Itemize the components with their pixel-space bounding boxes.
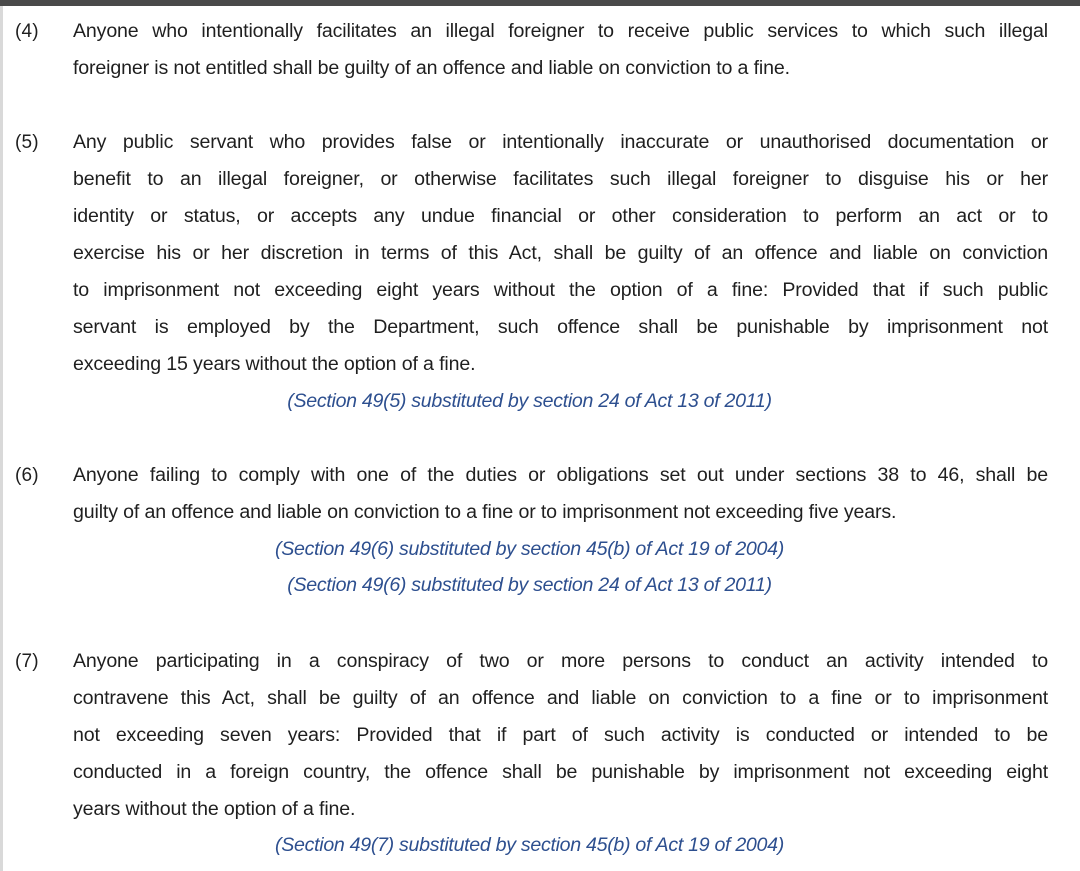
section-text (73, 643, 1048, 828)
amendment-note: (Section 49(7) substituted by section 45(b) of Act 19 of 2004) (275, 834, 784, 856)
section-number: (7) (15, 651, 39, 672)
section-number: (5) (15, 132, 39, 153)
amendment-note: (Section 49(6) substituted by section 45(b) of Act 19 of 2004) (275, 538, 784, 560)
text-line: Anyone who intentionally facilitates an illegal foreigner to receive public services to which such illegal (73, 20, 1048, 42)
text-line: benefit to an illegal foreigner, or otherwise facilitates such illegal foreigner to disguise his or her (73, 168, 1048, 190)
amendment-note: (Section 49(6) substituted by section 24 of Act 13 of 2011) (287, 574, 772, 596)
section-text (73, 457, 1048, 531)
text-line: contravene this Act, shall be guilty of an offence and liable on conviction to a fine or to imprisonment (73, 687, 1048, 709)
text-line: foreigner is not entitled shall be guilty of an offence and liable on conviction to a fine. (73, 57, 790, 79)
text-line: years without the option of a fine. (73, 798, 356, 820)
text-line: Anyone failing to comply with one of the duties or obligations set out under sections 38 to 46, shall be (73, 464, 1048, 486)
text-line: Any public servant who provides false or intentionally inaccurate or unauthorised documentation or (73, 131, 1048, 153)
text-line: exceeding 15 years without the option of a fine. (73, 353, 476, 375)
section-number: (6) (15, 465, 39, 486)
text-line: guilty of an offence and liable on conviction to a fine or to imprisonment not exceeding five years. (73, 501, 897, 523)
text-line: Anyone participating in a conspiracy of two or more persons to conduct an activity intended to (73, 650, 1048, 672)
text-line: exercise his or her discretion in terms of this Act, shall be guilty of an offence and liable on conviction (73, 242, 1048, 264)
amendment-note: (Section 49(5) substituted by section 24 of Act 13 of 2011) (287, 390, 772, 412)
section-text (73, 124, 1048, 383)
text-line: identity or status, or accepts any undue financial or other consideration to perform an act or to (73, 205, 1048, 227)
text-line: to imprisonment not exceeding eight years without the option of a fine: Provided that if such public (73, 279, 1048, 301)
section-number: (4) (15, 21, 39, 42)
section-text (73, 13, 1048, 87)
text-line: conducted in a foreign country, the offence shall be punishable by imprisonment not exceeding eight (73, 761, 1048, 783)
text-line: servant is employed by the Department, such offence shall be punishable by imprisonment not (73, 316, 1048, 338)
text-line: not exceeding seven years: Provided that if part of such activity is conducted or intended to be (73, 724, 1048, 746)
